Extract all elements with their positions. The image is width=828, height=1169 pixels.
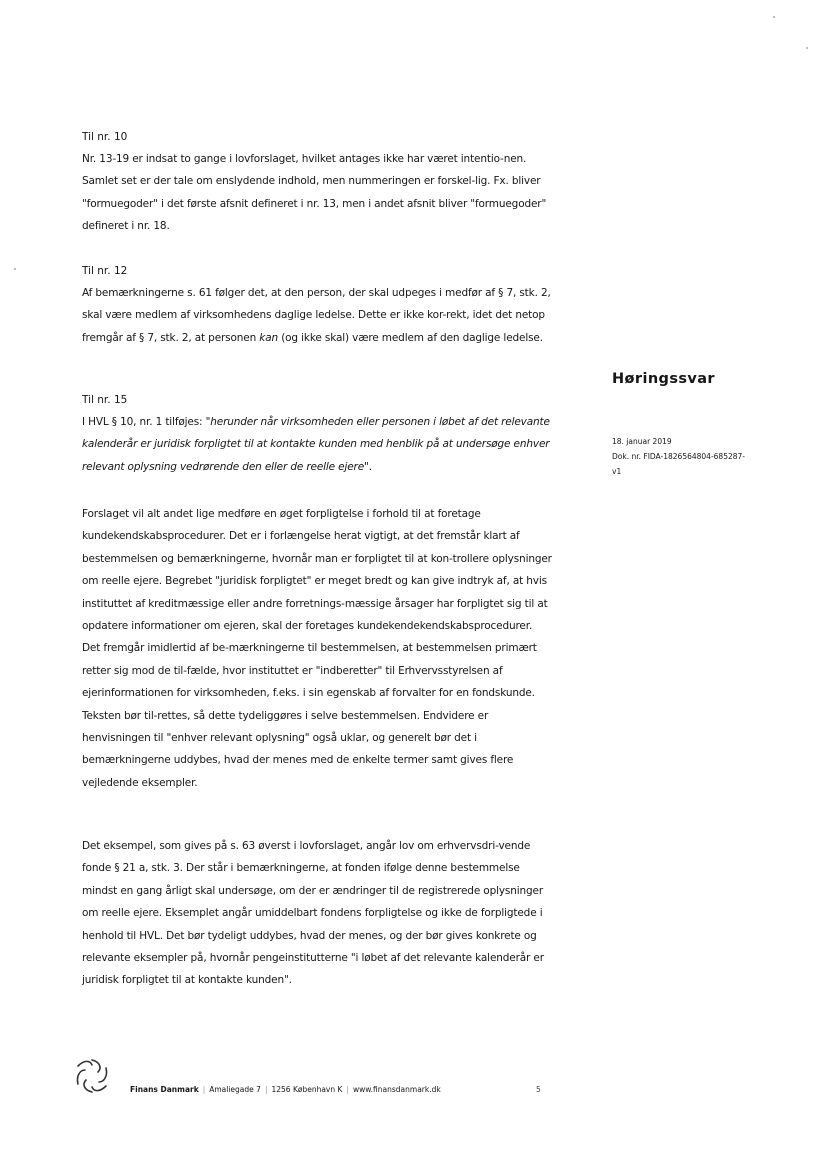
footer — [72, 1052, 552, 1112]
section-label: Til nr. 10 — [82, 131, 128, 143]
document-title: Høringssvar — [612, 371, 715, 387]
separator: | — [264, 1085, 268, 1094]
paragraph-text: Af bemærkningerne s. 61 følger det, at den person, der skal udpeges i medfør af § 7, stk. 2, skal være medlem af virksomhedens daglige ledelse. Dette er ikke kor-rekt, idet det netop fremgår af § 7, stk. 2, at personen — [82, 287, 551, 344]
section-label: Til nr. 15 — [82, 394, 128, 406]
section-til-nr-12 — [82, 260, 552, 349]
paragraph: Nr. 13-19 er indsat to gange i lovforslaget, hvilket antages ikke har været intentio-nen. Samlet set er der tale om enslydende indhold, men nummeringen er forskel-lig. Fx. bliver "formuegoder" i det første afsnit defineret i nr. 13, men i andet afsnit bliver "formuegoder" defineret i nr. 18. — [82, 153, 547, 233]
paragraph — [82, 282, 552, 349]
paragraph-text: . — [368, 460, 372, 473]
paragraph-text: I HVL § 10, nr. 1 tilføjes: — [82, 416, 206, 428]
page-number: 5 — [536, 1085, 541, 1094]
separator: | — [346, 1085, 349, 1094]
section-label: Til nr. 12 — [82, 265, 128, 277]
footer-city: 1256 København K — [271, 1085, 343, 1094]
footer-address: Amaliegade 7 — [209, 1085, 261, 1094]
scan-speck — [806, 47, 808, 49]
document-reference: Dok. nr. FIDA-1826564804-685287- — [612, 452, 745, 461]
footer-address-line — [130, 1085, 441, 1094]
quoted-amendment: "herunder når virksomheden eller personen i løbet af det relevante kalenderår er juridisk forpligtet til at kontakte kunden med henblik på at undersøge enhver relevant oplysning vedrørende den eller de reelle ejere" — [82, 416, 550, 473]
scan-speck — [14, 268, 16, 270]
paragraph: Forslaget vil alt andet lige medføre en øget forpligtelse i forhold til at foretage kundekendskabsprocedurer. Det er i forlængelse herat vigtigt, at det fremstår klart af bestemmelsen og bemærkningerne, hvornår man er forpligtet til at kon-trollere oplysninger om reelle ejere. Begrebet "juridisk forpligtet" er meget bredt og kan give indtryk af, at hvis instituttet af kreditmæssige eller andre forretnings-mæssige årsager har forpligtet sig til at opdatere informationer om ejeren, skal der foretages kundekendekendskabsprocedurer. Det fremgår imidlertid af be-mærkningerne til bestemmelsen, at bestemmelsen primært retter sig mod de til-fælde, hvor instituttet er "indberetter" til Erhvervsstyrelsen af ejerinformationen for virksomheden, f.eks. i sin egenskab af forvalter for en fondskunde. Teksten bør til-rettes, så dette tydeliggøres i selve bestemmelsen. Endvidere er henvisningen til "enhver relevant oplysning" også uklar, og generelt bør det i bemærkningerne uddybes, hvad der menes med de enkelte termer samt gives flere vejledende eksempler. — [82, 508, 552, 789]
document-date: 18. januar 2019 — [612, 437, 672, 446]
section-eksempel — [82, 835, 552, 992]
paragraph-text: (og ikke skal) være medlem af den daglige ledelse. — [278, 331, 543, 344]
emphasis-text: kan — [259, 331, 279, 344]
footer-website-link[interactable]: www.finansdanmark.dk — [352, 1085, 441, 1094]
sidebar — [612, 371, 782, 387]
section-forslaget — [82, 503, 552, 794]
scan-speck — [773, 16, 775, 18]
paragraph — [82, 411, 552, 478]
section-til-nr-15 — [82, 389, 552, 478]
separator: | — [202, 1085, 206, 1094]
section-til-nr-10 — [82, 126, 552, 238]
footer-brand: Finans Danmark — [130, 1085, 199, 1094]
paragraph: Det eksempel, som gives på s. 63 øverst i lovforslaget, angår lov om erhvervsdri-vende fonde § 21 a, stk. 3. Der står i bemærkningerne, at fonden ifølge denne bestemmelse mindst en gang årligt skal undersøge, om der er ændringer til de registrerede oplysninger om reelle ejere. Eksemplet angår umiddelbart fondens forpligtelse og ikke de forpligtede i henhold til HVL. Det bør tydeligt uddybes, hvad der menes, og der bør gives konkrete og relevante eksempler på, hvornår pengeinstitutterne "i løbet af det relevante kalenderår er juridisk forpligtet til at kontakte kunden". — [82, 840, 544, 987]
document-version: v1 — [612, 467, 622, 476]
sidebar-meta — [612, 434, 782, 479]
finans-danmark-logo-icon — [72, 1056, 112, 1096]
